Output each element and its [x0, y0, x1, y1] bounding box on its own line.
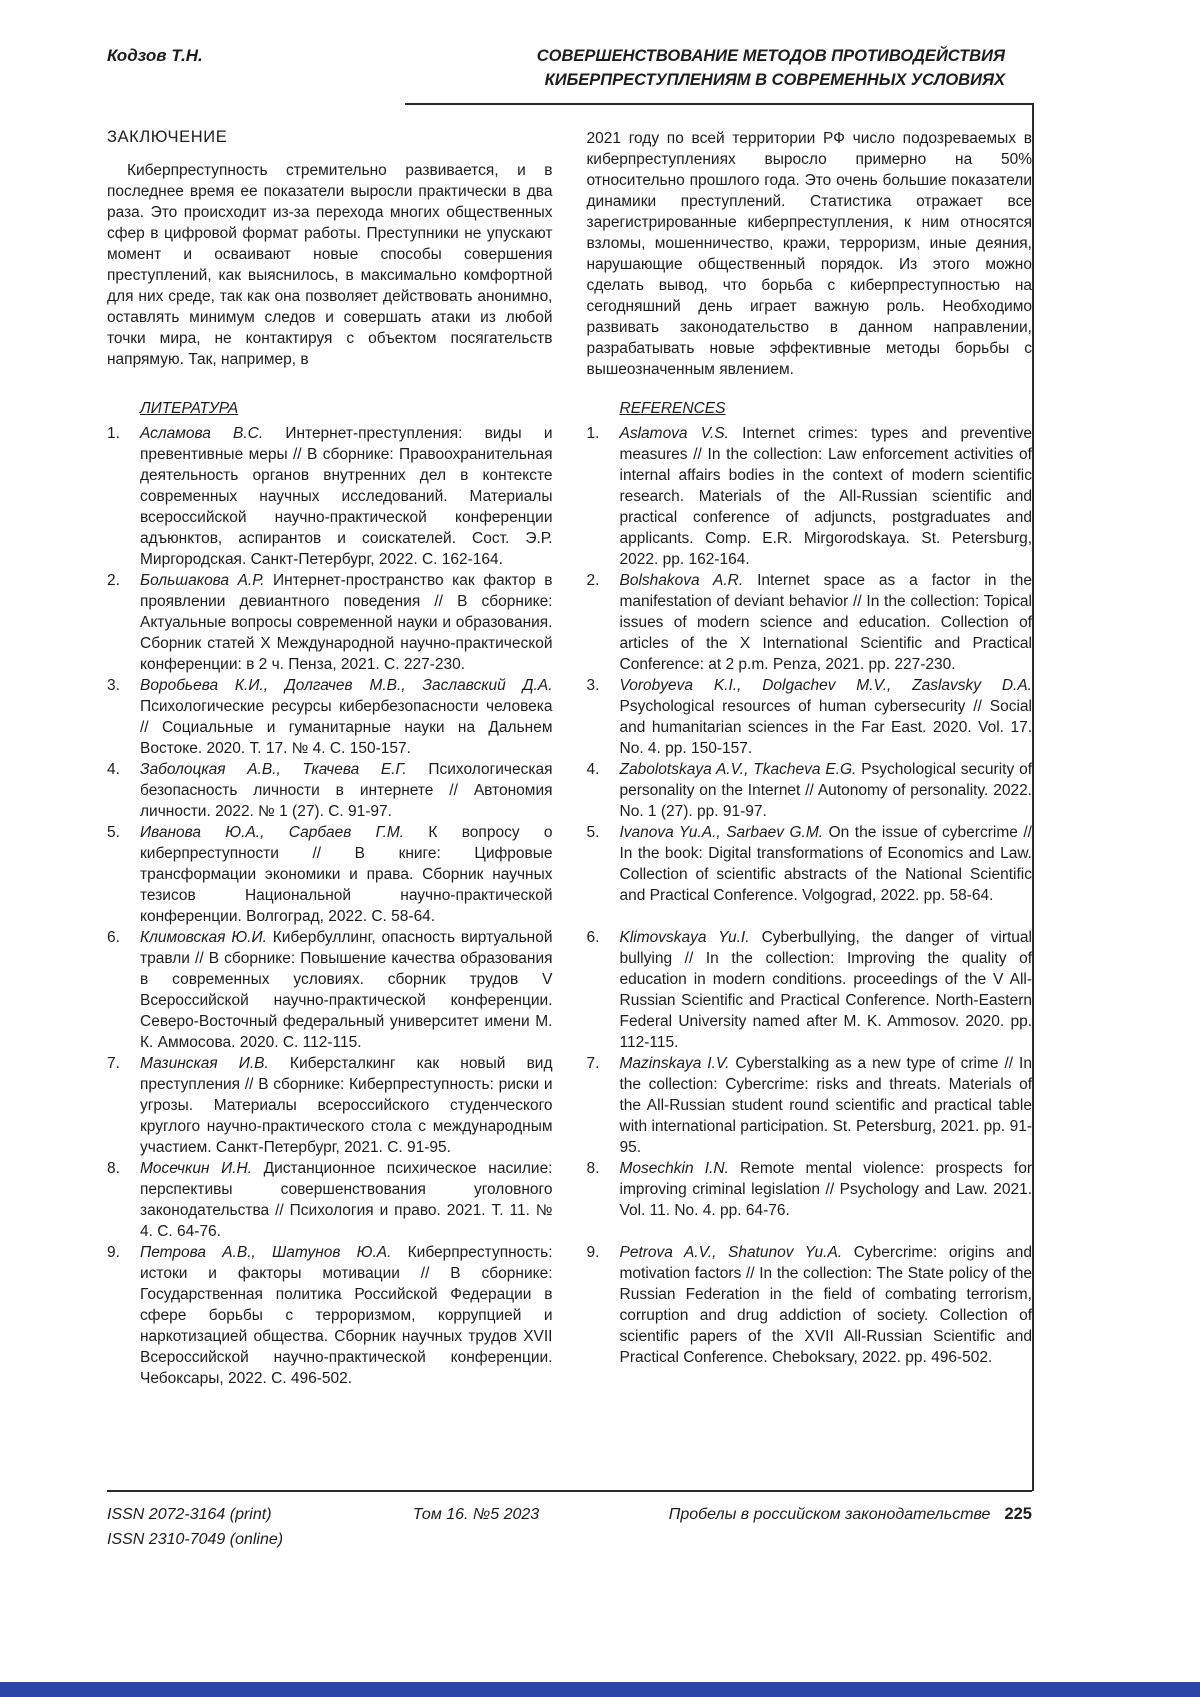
- reference-number: 7.: [107, 1055, 120, 1072]
- reference-number: 8.: [586, 1160, 600, 1177]
- reference-row: [107, 822, 1032, 927]
- reference-authors: Заболоцкая А.В., Ткачева Е.Г.: [140, 761, 429, 778]
- reference-text: Петрова А.В., Шатунов Ю.А. Киберпреступность: истоки и факторы мотивации // В сборнике: Государственная политика Российской Федерации в сфере борьбы с терроризмом, коррупцией и наркотизацией общества. Сборник научных трудов XVII Всероссийской научно-практической конференции. Чебоксары, 2022. С. 496-502.: [140, 1244, 553, 1387]
- reference-row: [107, 1242, 1032, 1389]
- literature-item: [107, 759, 553, 822]
- conclusion-paragraph-right: 2021 году по всей территории РФ число подозреваемых в киберпреступлениях выросло примерно на 50% относительно прошлого года. Это очень большие показатели динамики преступлений. Статистика отражает все зарегистрированные киберпреступления, к ним относятся взломы, мошенничество, кражи, терроризм, иные деяния, нарушающие общественный порядок. Из этого можно сделать вывод, что борьба с киберпреступностью на сегодняшний день играет важную роль. Необходимо развивать законодательство в данном направлении, разрабатывать новые эффективные методы борьбы с вышеозначенным явлением.: [586, 130, 1032, 378]
- references-heading: REFERENCES: [619, 400, 726, 417]
- page-number: 225: [1004, 1505, 1032, 1523]
- section-headings-row: [107, 380, 1032, 423]
- reference-item: [587, 675, 1033, 759]
- reference-list: [107, 423, 1032, 1389]
- reference-number: 4.: [586, 761, 600, 778]
- reference-authors: Bolshakova A.R.: [619, 572, 758, 589]
- paper-title: [385, 44, 1005, 92]
- reference-text: Мосечкин И.Н. Дистанционное психическое насилие: перспективы совершенствования уголовного законодательства // Психология и право. 2021. Т. 11. № 4. С. 64-76.: [140, 1160, 553, 1240]
- reference-item: [587, 570, 1033, 675]
- reference-text: Климовская Ю.И. Кибербуллинг, опасность виртуальной травли // В сборнике: Повышение качества образования в современных условиях. сборник трудов V Всероссийской научно-практической конференции. Северо-Восточный федеральный университет имени М. К. Аммосова. 2020. С. 112-115.: [140, 929, 553, 1051]
- reference-text: Vorobyeva K.I., Dolgachev M.V., Zaslavsky D.A. Psychological resources of human cybersecurity // Social and humanitarian sciences in the Far East. 2020. Vol. 17. No. 4. pp. 150-157.: [619, 677, 1032, 757]
- literature-item: [107, 1158, 553, 1242]
- literature-item: [107, 1053, 553, 1158]
- reference-item: [587, 423, 1033, 570]
- literature-heading: ЛИТЕРАТУРА: [140, 400, 239, 417]
- reference-authors: Petrova A.V., Shatunov Yu.A.: [619, 1244, 854, 1261]
- reference-row: [107, 675, 1032, 759]
- paper-title-line2: КИБЕРПРЕСТУПЛЕНИЯМ В СОВРЕМЕННЫХ УСЛОВИЯХ: [544, 71, 1005, 89]
- reference-number: 9.: [107, 1244, 120, 1261]
- literature-item: [107, 822, 553, 927]
- reference-authors: Mazinskaya I.V.: [619, 1055, 736, 1072]
- reference-row: [107, 759, 1032, 822]
- main-content: [107, 128, 1032, 1389]
- reference-authors: Большакова А.Р.: [140, 572, 274, 589]
- reference-item: [587, 1158, 1033, 1221]
- reference-number: 6.: [107, 929, 120, 946]
- reference-authors: Петрова А.В., Шатунов Ю.А.: [140, 1244, 408, 1261]
- reference-authors: Мосечкин И.Н.: [140, 1160, 264, 1177]
- reference-text: Zabolotskaya A.V., Tkacheva E.G. Psychological security of personality on the Internet // Autonomy of personality. 2022. No. 1 (27). pp. 91-97.: [619, 761, 1032, 820]
- reference-authors: Климовская Ю.И.: [140, 929, 273, 946]
- reference-text: Mazinskaya I.V. Cyberstalking as a new type of crime // In the collection: Cybercrime: risks and threats. Materials of the All-Russian student round scientific and practical table with international participation. St. Petersburg, 2021. pp. 91-95.: [619, 1055, 1032, 1156]
- reference-row: [107, 1158, 1032, 1242]
- reference-authors: Klimovskaya Yu.I.: [619, 929, 762, 946]
- reference-text: Большакова А.Р. Интернет-пространство как фактор в проявлении девиантного поведения // В сборнике: Актуальные вопросы современной науки и образования. Сборник статей X Международной научно-практической конференции: в 2 ч. Пенза, 2021. С. 227-230.: [140, 572, 553, 673]
- reference-text: Klimovskaya Yu.I. Cyberbullying, the danger of virtual bullying // In the collection: Improving the quality of education in modern conditions. proceedings of the V All-Russian Scientific and Practical Conference. North-Eastern Federal University named after M. K. Ammosov. 2020. pp. 112-115.: [619, 929, 1032, 1051]
- reference-item: [587, 1053, 1033, 1158]
- reference-authors: Vorobyeva K.I., Dolgachev M.V., Zaslavsky D.A.: [619, 677, 1032, 694]
- reference-number: 3.: [107, 677, 120, 694]
- header-divider: [405, 103, 1032, 105]
- bottom-accent-bar: [0, 1682, 1200, 1697]
- reference-text: Мазинская И.В. Киберсталкинг как новый вид преступления // В сборнике: Киберпреступность: риски и угрозы. Материалы всероссийского студенческого круглого научно-практического стола с международным участием. Санкт-Петербург, 2021. С. 91-95.: [140, 1055, 553, 1156]
- reference-number: 6.: [586, 929, 600, 946]
- footer-divider: [107, 1490, 1032, 1492]
- reference-number: 5.: [107, 824, 120, 841]
- reference-text: Ivanova Yu.A., Sarbaev G.M. On the issue of cybercrime // In the book: Digital transformations of Economics and Law. Collection of scientific abstracts of the National Scientific and Practical Conference. Volgograd, 2022. pp. 58-64.: [619, 824, 1032, 904]
- literature-item: [107, 675, 553, 759]
- reference-authors: Mosechkin I.N.: [619, 1160, 741, 1177]
- issn-online: ISSN 2310-7049 (online): [107, 1531, 284, 1548]
- literature-item: [107, 927, 553, 1053]
- reference-row: [107, 927, 1032, 1053]
- reference-text: Воробьева К.И., Долгачев М.В., Заславский Д.А. Психологические ресурсы кибербезопасности человека // Социальные и гуманитарные науки на Дальнем Востоке. 2020. Т. 17. № 4. С. 150-157.: [140, 677, 553, 757]
- reference-row: [107, 423, 1032, 570]
- reference-number: 3.: [586, 677, 600, 694]
- journal-info: [669, 1502, 1032, 1527]
- reference-text: Bolshakova A.R. Internet space as a factor in the manifestation of deviant behavior // In the collection: Topical issues of modern science and education. Collection of articles of the X International Scientific and Practical Conference: at 2 p.m. Penza, 2021. pp. 227-230.: [619, 572, 1032, 673]
- reference-text: Заболоцкая А.В., Ткачева Е.Г. Психологическая безопасность личности в интернете // Автономия личности. 2022. № 1 (27). С. 91-97.: [140, 761, 553, 820]
- issn-block: [107, 1502, 283, 1552]
- reference-text: Асламова В.С. Интернет-преступления: виды и превентивные меры // В сборнике: Правоохранительная деятельность органов внутренних дел в контексте современных научных исследований. Материалы всероссийской научно-практической конференции адъюнктов, аспирантов и соискателей. Сост. Э.Р. Миргородская. Санкт-Петербург, 2022. С. 162-164.: [140, 425, 553, 568]
- reference-authors: Асламова В.С.: [140, 425, 286, 442]
- conclusion-paragraph-left: Киберпреступность стремительно развивается, и в последнее время ее показатели выросли практически в два раза. Это происходит из-за перехода многих общественных сфер в цифровой формат работы. Преступники не упускают момент и осваивают новые способы совершения преступлений, как выяснилось, в максимально комфортной для них среде, так как она позволяет действовать анонимно, оставлять минимум следов и совершать атаки из любой точки мира, не контактируя с объектом посягательств напрямую. Так, например, в: [107, 162, 553, 368]
- reference-row: [107, 1053, 1032, 1158]
- reference-authors: Иванова Ю.А., Сарбаев Г.М.: [140, 824, 429, 841]
- reference-number: 5.: [586, 824, 600, 841]
- conclusion-row: [107, 128, 1032, 380]
- reference-number: 8.: [107, 1160, 120, 1177]
- reference-text: Иванова Ю.А., Сарбаев Г.М. К вопросу о киберпреступности // В книге: Цифровые трансформации экономики и права. Сборник научных тезисов Национальной научно-практической конференции. Волгоград, 2022. С. 58-64.: [140, 824, 553, 925]
- reference-number: 7.: [586, 1055, 600, 1072]
- reference-text: Mosechkin I.N. Remote mental violence: prospects for improving criminal legislation // Psychology and Law. 2021. Vol. 11. No. 4. pp. 64-76.: [619, 1160, 1032, 1219]
- reference-item: [587, 822, 1033, 906]
- conclusion-right-column: [587, 128, 1033, 380]
- reference-item: [587, 759, 1033, 822]
- conclusion-left-column: [107, 128, 553, 370]
- reference-text: Petrova A.V., Shatunov Yu.A. Cybercrime: origins and motivation factors // In the collection: The State policy of the Russian Federation in the field of combating terrorism, corruption and drug addiction of society. Collection of scientific papers of the XVII All-Russian Scientific and Practical Conference. Cheboksary, 2022. pp. 496-502.: [619, 1244, 1032, 1366]
- reference-authors: Aslamova V.S.: [619, 425, 743, 442]
- reference-number: 2.: [107, 572, 120, 589]
- reference-authors: Ivanova Yu.A., Sarbaev G.M.: [619, 824, 829, 841]
- right-margin-rule: [1032, 103, 1034, 1491]
- literature-item: [107, 423, 553, 570]
- issn-print: ISSN 2072-3164 (print): [107, 1506, 272, 1523]
- reference-number: 4.: [107, 761, 120, 778]
- reference-authors: Мазинская И.В.: [140, 1055, 290, 1072]
- reference-item: [587, 1242, 1033, 1368]
- literature-item: [107, 570, 553, 675]
- reference-number: 2.: [586, 572, 600, 589]
- reference-authors: Zabolotskaya A.V., Tkacheva E.G.: [619, 761, 862, 778]
- footer: [107, 1502, 1032, 1552]
- reference-number: 1.: [586, 425, 600, 442]
- reference-row: [107, 570, 1032, 675]
- journal-name: Пробелы в российском законодательстве: [668, 1506, 991, 1523]
- author-name: Кодзов Т.Н.: [107, 46, 203, 65]
- reference-authors: Воробьева К.И., Долгачев М.В., Заславский Д.А.: [140, 677, 553, 694]
- literature-item: [107, 1242, 553, 1389]
- reference-text: Aslamova V.S. Internet crimes: types and preventive measures // In the collection: Law enforcement activities of internal affairs bodies in the context of modern scientific research. Materials of the All-Russian scientific and practical conference of adjuncts, postgraduates and applicants. Comp. E.R. Mirgorodskaya. St. Petersburg, 2022. pp. 162-164.: [619, 425, 1032, 568]
- paper-title-line1: СОВЕРШЕНСТВОВАНИЕ МЕТОДОВ ПРОТИВОДЕЙСТВИЯ: [536, 47, 1005, 65]
- reference-number: 9.: [586, 1244, 600, 1261]
- conclusion-heading: ЗАКЛЮЧЕНИЕ: [107, 128, 228, 146]
- reference-item: [587, 927, 1033, 1053]
- volume-info: Том 16. №5 2023: [412, 1506, 540, 1523]
- reference-number: 1.: [107, 425, 120, 442]
